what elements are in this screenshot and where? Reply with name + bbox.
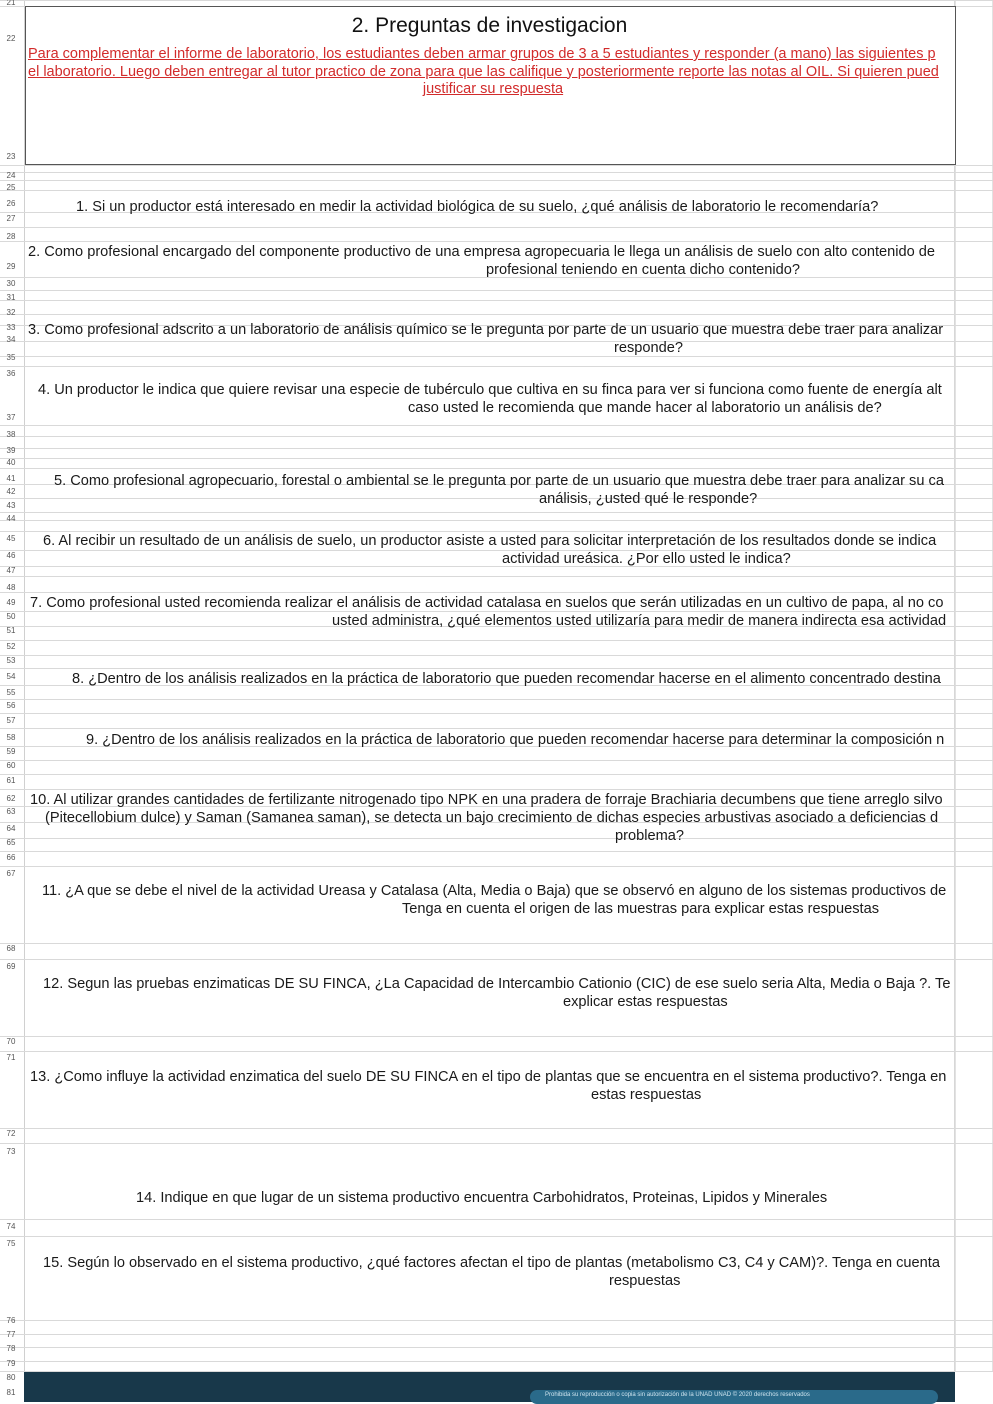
row-number[interactable]: 27 [6, 214, 16, 223]
row-number[interactable]: 23 [6, 152, 16, 161]
row-number[interactable]: 59 [6, 747, 16, 756]
question-text: Tenga en cuenta el origen de las muestras para explicar estas respuestas [402, 901, 880, 917]
row-number[interactable]: 44 [6, 514, 16, 523]
row-number[interactable]: 26 [6, 199, 16, 208]
question-text: 9. ¿Dentro de los análisis realizados en la práctica de laboratorio que pueden recomendar hacerse para determinar la composición n [86, 732, 945, 748]
row-number[interactable]: 33 [6, 323, 16, 332]
row-number[interactable]: 64 [6, 824, 16, 833]
row-number[interactable]: 75 [6, 1239, 16, 1248]
instructions-text [28, 46, 954, 99]
question-8[interactable] [72, 670, 993, 688]
question-text: 2. Como profesional encargado del componente productivo de una empresa agropecuaria le llega un análisis de suelo con alto contenido de [28, 244, 936, 260]
question-text: 7. Como profesional usted recomienda realizar el análisis de actividad catalasa en suelos que serán utilizadas en un cultivo de papa, al no co [30, 595, 944, 611]
row-number[interactable]: 76 [6, 1316, 16, 1325]
question-text: actividad ureásica. ¿Por ello usted le indica? [502, 551, 791, 567]
row-number[interactable]: 71 [6, 1053, 16, 1062]
row-gridline [0, 300, 993, 301]
row-gridline [0, 640, 993, 641]
question-1[interactable] [26, 198, 954, 216]
question-text: 4. Un productor le indica que quiere revisar una especie de tubérculo que cultiva en su finca para ver si funciona como fuente de energía alt [38, 382, 942, 398]
question-12[interactable] [43, 975, 971, 1011]
row-gridline [0, 448, 993, 449]
row-number[interactable]: 55 [6, 688, 16, 697]
question-15[interactable] [43, 1254, 971, 1290]
row-number[interactable]: 54 [6, 672, 16, 681]
question-text: responde? [614, 340, 683, 356]
question-text: análisis, ¿usted qué le responde? [539, 491, 758, 507]
row-gridline [0, 713, 993, 714]
question-text: 10. Al utilizar grandes cantidades de fertilizante nitrogenado tipo NPK en una pradera de forraje Brachiaria decumbens que tiene arreglo silvo [30, 792, 943, 808]
question-3[interactable] [28, 321, 956, 357]
row-gridline [0, 1219, 993, 1220]
row-number[interactable]: 78 [6, 1344, 16, 1353]
row-number[interactable]: 37 [6, 413, 16, 422]
row-number[interactable]: 49 [6, 598, 16, 607]
question-text: profesional teniendo en cuenta dicho contenido? [486, 262, 801, 278]
question-text: 14. Indique en que lugar de un sistema productivo encuentra Carbohidratos, Proteinas, Lipidos y Minerales [136, 1190, 828, 1206]
row-number[interactable]: 43 [6, 501, 16, 510]
row-gridline [0, 1128, 993, 1129]
row-gridline [0, 0, 993, 1]
row-gridline [0, 366, 993, 367]
row-gridline [0, 655, 993, 656]
row-gridline [0, 1143, 993, 1144]
page-title: 2. Preguntas de investigacion [351, 14, 628, 37]
row-gridline [0, 592, 993, 593]
question-7[interactable] [30, 594, 958, 630]
row-gridline [0, 190, 993, 191]
question-text: problema? [615, 828, 684, 844]
question-4[interactable] [38, 381, 966, 417]
question-text: 6. Al recibir un resultado de un análisis de suelo, un productor asiste a usted para solicitar interpretación de los resultados donde se indica [43, 533, 937, 549]
row-gridline [0, 1036, 993, 1037]
question-text: usted administra, ¿qué elementos usted utilizaría para medir de manera indirecta esa actividad [332, 613, 947, 629]
question-9[interactable] [86, 731, 993, 749]
row-number[interactable]: 45 [6, 534, 16, 543]
row-number[interactable]: 72 [6, 1129, 16, 1138]
row-gridline [0, 728, 993, 729]
question-text: 13. ¿Como influye la actividad enzimatica del suelo DE SU FINCA en el tipo de plantas que se encuentra en el sistema productivo?. Tenga en [30, 1069, 947, 1085]
row-number[interactable]: 38 [6, 430, 16, 439]
row-gridline [0, 1236, 993, 1237]
row-number[interactable]: 65 [6, 838, 16, 847]
row-number[interactable]: 63 [6, 807, 16, 816]
row-gridline [0, 959, 993, 960]
row-number[interactable]: 67 [6, 869, 16, 878]
row-number[interactable]: 79 [6, 1359, 16, 1368]
question-text: 15. Según lo observado en el sistema productivo, ¿qué factores afectan el tipo de plantas (metabolismo C3, C4 y CAM)?. Tenga en cuenta [43, 1255, 940, 1271]
row-gridline [0, 425, 993, 426]
row-number[interactable]: 68 [6, 944, 16, 953]
row-gridline [0, 1051, 993, 1052]
row-number[interactable]: 53 [6, 656, 16, 665]
question-text: 11. ¿A que se debe el nivel de la actividad Ureasa y Catalasa (Alta, Media o Baja) que se observó en alguno de los sistemas productivos de [42, 883, 947, 899]
row-gridline [0, 1347, 993, 1348]
row-gridline [0, 290, 993, 291]
row-number[interactable]: 32 [6, 308, 16, 317]
row-number[interactable]: 60 [6, 761, 16, 770]
row-gridline [0, 314, 993, 315]
row-number[interactable]: 74 [6, 1222, 16, 1231]
question-text: respuestas [609, 1273, 681, 1289]
question-text: 12. Segun las pruebas enzimaticas DE SU FINCA, ¿La Capacidad de Intercambio Cationio (CIC) de ese suelo seria Alta, Media o Baja ?. Te [43, 976, 951, 992]
row-number[interactable]: 80 [6, 1373, 16, 1382]
instructions-line-2: el laboratorio. Luego deben entregar al tutor practico de zona para que las califique y posteriormente reporte las notas al OIL. Si quieren pued [28, 63, 939, 80]
row-gridline [0, 520, 993, 521]
row-number[interactable]: 47 [6, 566, 16, 575]
row-number[interactable]: 42 [6, 487, 16, 496]
row-number[interactable]: 70 [6, 1037, 16, 1046]
row-number[interactable]: 51 [6, 626, 16, 635]
row-gridline [0, 668, 993, 669]
row-gridline [0, 180, 993, 181]
instructions-line-3: justificar su respuesta [422, 81, 564, 97]
row-gridline [0, 851, 993, 852]
question-text: caso usted le recomienda que mande hacer al laboratorio un análisis de? [408, 400, 882, 416]
question-text: 3. Como profesional adscrito a un laboratorio de análisis químico se le pregunta por parte de un usuario que muestra debe traer para analizar [28, 322, 944, 338]
row-number[interactable]: 66 [6, 853, 16, 862]
question-text: 5. Como profesional agropecuario, forestal o ambiental se le pregunta por parte de un usuario que muestra debe traer para analizar su ca [54, 473, 944, 489]
row-number[interactable]: 81 [6, 1388, 16, 1397]
question-6[interactable] [43, 532, 971, 568]
row-number[interactable]: 29 [6, 262, 16, 271]
row-number[interactable]: 73 [6, 1147, 16, 1156]
instructions-line-1: Para complementar el informe de laboratorio, los estudiantes deben armar grupos de 3 a 5 estudiantes y responder (a mano) las siguientes p [28, 46, 936, 62]
row-number[interactable]: 21 [6, 0, 16, 7]
question-10[interactable] [30, 791, 958, 845]
row-gridline [0, 1320, 993, 1321]
row-number[interactable]: 35 [6, 353, 16, 362]
row-number[interactable]: 48 [6, 583, 16, 592]
row-number[interactable]: 40 [6, 458, 16, 467]
row-number[interactable]: 58 [6, 733, 16, 742]
row-gridline [0, 866, 993, 867]
row-gridline [0, 227, 993, 228]
row-number[interactable]: 41 [6, 474, 16, 483]
question-text: (Pitecellobium dulce) y Saman (Samanea saman), se detecta un bajo crecimiento de dichas especies arbustivas asociado a deficiencias d [45, 810, 939, 826]
row-number[interactable]: 62 [6, 794, 16, 803]
row-number[interactable]: 34 [6, 335, 16, 344]
row-number[interactable]: 56 [6, 701, 16, 710]
row-gridline [0, 699, 993, 700]
row-number[interactable]: 28 [6, 232, 16, 241]
row-number[interactable]: 39 [6, 446, 16, 455]
footer-text: Prohibida su reproducción o copia sin autorización de la UNAD UNAD © 2020 derechos reservados [545, 1392, 810, 1398]
row-number[interactable]: 57 [6, 716, 16, 725]
row-gridline [0, 241, 993, 242]
row-number[interactable]: 46 [6, 551, 16, 560]
row-number[interactable]: 52 [6, 642, 16, 651]
question-text: 8. ¿Dentro de los análisis realizados en la práctica de laboratorio que pueden recomendar hacerse en el alimento concentrado destina [72, 671, 941, 687]
row-gridline [0, 468, 993, 469]
row-gridline [0, 789, 993, 790]
row-gridline [0, 760, 993, 761]
row-number[interactable]: 30 [6, 279, 16, 288]
question-text: estas respuestas [591, 1087, 702, 1103]
row-number[interactable]: 77 [6, 1330, 16, 1339]
row-gridline [0, 1361, 993, 1362]
question-11[interactable] [42, 882, 970, 918]
row-number[interactable]: 25 [6, 183, 16, 192]
row-number[interactable]: 36 [6, 369, 16, 378]
question-text: 1. Si un productor está interesado en medir la actividad biológica de su suelo, ¿qué análisis de laboratorio le recomendaría? [76, 199, 879, 215]
row-number[interactable]: 31 [6, 293, 16, 302]
row-gridline [0, 165, 993, 166]
question-14[interactable] [136, 1189, 993, 1207]
row-gridline [0, 458, 993, 459]
row-gridline [0, 576, 993, 577]
question-13[interactable] [30, 1068, 958, 1104]
row-number[interactable]: 69 [6, 962, 16, 971]
row-number[interactable]: 61 [6, 776, 16, 785]
question-5[interactable] [54, 472, 982, 508]
row-number[interactable]: 22 [6, 34, 16, 43]
question-text: explicar estas respuestas [563, 994, 728, 1010]
question-2[interactable] [28, 243, 956, 279]
row-gridline [0, 512, 993, 513]
row-gridline [0, 436, 993, 437]
row-gridline [0, 172, 993, 173]
row-number[interactable]: 50 [6, 612, 16, 621]
row-number[interactable]: 24 [6, 171, 16, 180]
row-gridline [0, 774, 993, 775]
row-gridline [0, 943, 993, 944]
row-gridline [0, 1334, 993, 1335]
